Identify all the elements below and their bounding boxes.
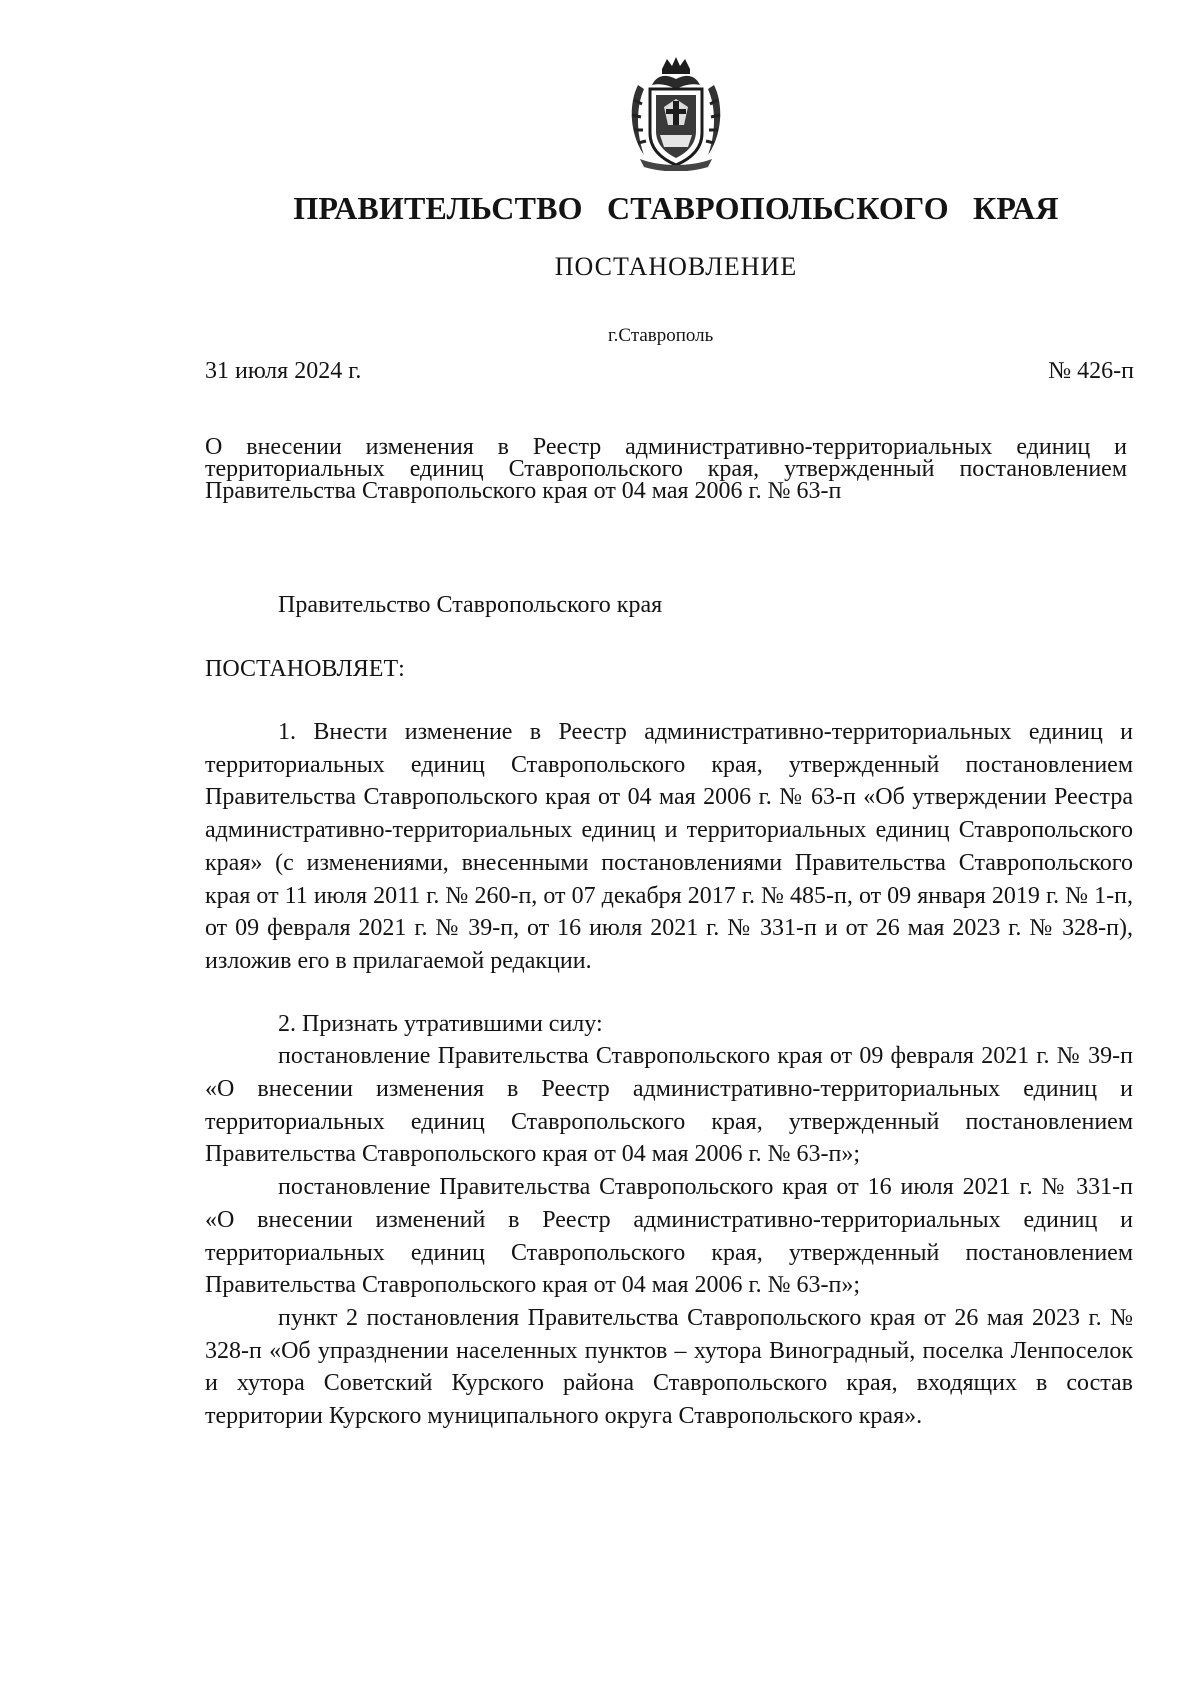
issue-date: 31 июля 2024 г. [205, 358, 362, 384]
coat-of-arms-icon [622, 55, 730, 171]
preamble: Правительство Ставропольского края [278, 592, 663, 618]
document-number: № 426-п [1048, 358, 1134, 384]
document-kind: ПОСТАНОВЛЕНИЕ [554, 252, 798, 281]
repealed-item: постановление Правительства Ставропольского края от 09 февраля 2021 г. № 39-п «О внесении изменения в Реестр административно-территориальных единиц и территориальных единиц Ставропольского края, утвержденный постановлением Правительства Ставропольского края от 04 мая 2006 г. № 63-п»; [205, 1043, 1133, 1168]
repealed-item: постановление Правительства Ставропольского края от 16 июля 2021 г. № 331-п «О внесении изменений в Реестр административно-территориальных единиц и территориальных единиц Ставропольского края, утвержденный постановлением Правительства Ставропольского края от 04 мая 2006 г. № 63-п»; [205, 1174, 1133, 1299]
repealed-item: пункт 2 постановления Правительства Ставропольского края от 26 мая 2023 г. № 328-п «Об упразднении населенных пунктов – хутора Виноградный, поселка Ленпоселок и хутора Советский Курского района Ставропольского края, входящих в состав территории Курского муниципального округа Ставропольского края». [205, 1304, 1133, 1430]
paragraph-2: 2. Признать утратившими силу: [278, 1010, 603, 1037]
document-subject: О внесении изменения в Реестр административно-территориальных единиц и территориальных единиц Ставропольского края, утвержденный постановлением Правительства Ставропольского края от 04 мая 2006 г. № 63-п [205, 434, 1127, 504]
paragraph-1: 1. Внести изменение в Реестр административно-территориальных единиц и территориальных единиц Ставропольского края, утвержденный постановлением Правительства Ставропольского края от 04 мая 2006 г. № 63-п «Об утверждении Реестра административно-территориальных единиц и территориальных единиц Ставропольского края» (с изменениями, внесенными постановлениями Правительства Ставропольского края от 11 июля 2011 г. № 260-п, от 07 декабря 2017 г. № 485-п, от 09 января 2019 г. № 1-п, от 09 февраля 2021 г. № 39-п, от 16 июля 2021 г. № 331-п и от 26 мая 2023 г. № 328-п), изложив его в прилагаемой редакции. [205, 719, 1133, 974]
document-body [205, 716, 1133, 1433]
government-title: ПРАВИТЕЛЬСТВО СТАВРОПОЛЬСКОГО КРАЯ [293, 190, 1059, 226]
decree-word: ПОСТАНОВЛЯЕТ: [205, 656, 405, 682]
issue-city: г.Ставрополь [608, 325, 714, 346]
